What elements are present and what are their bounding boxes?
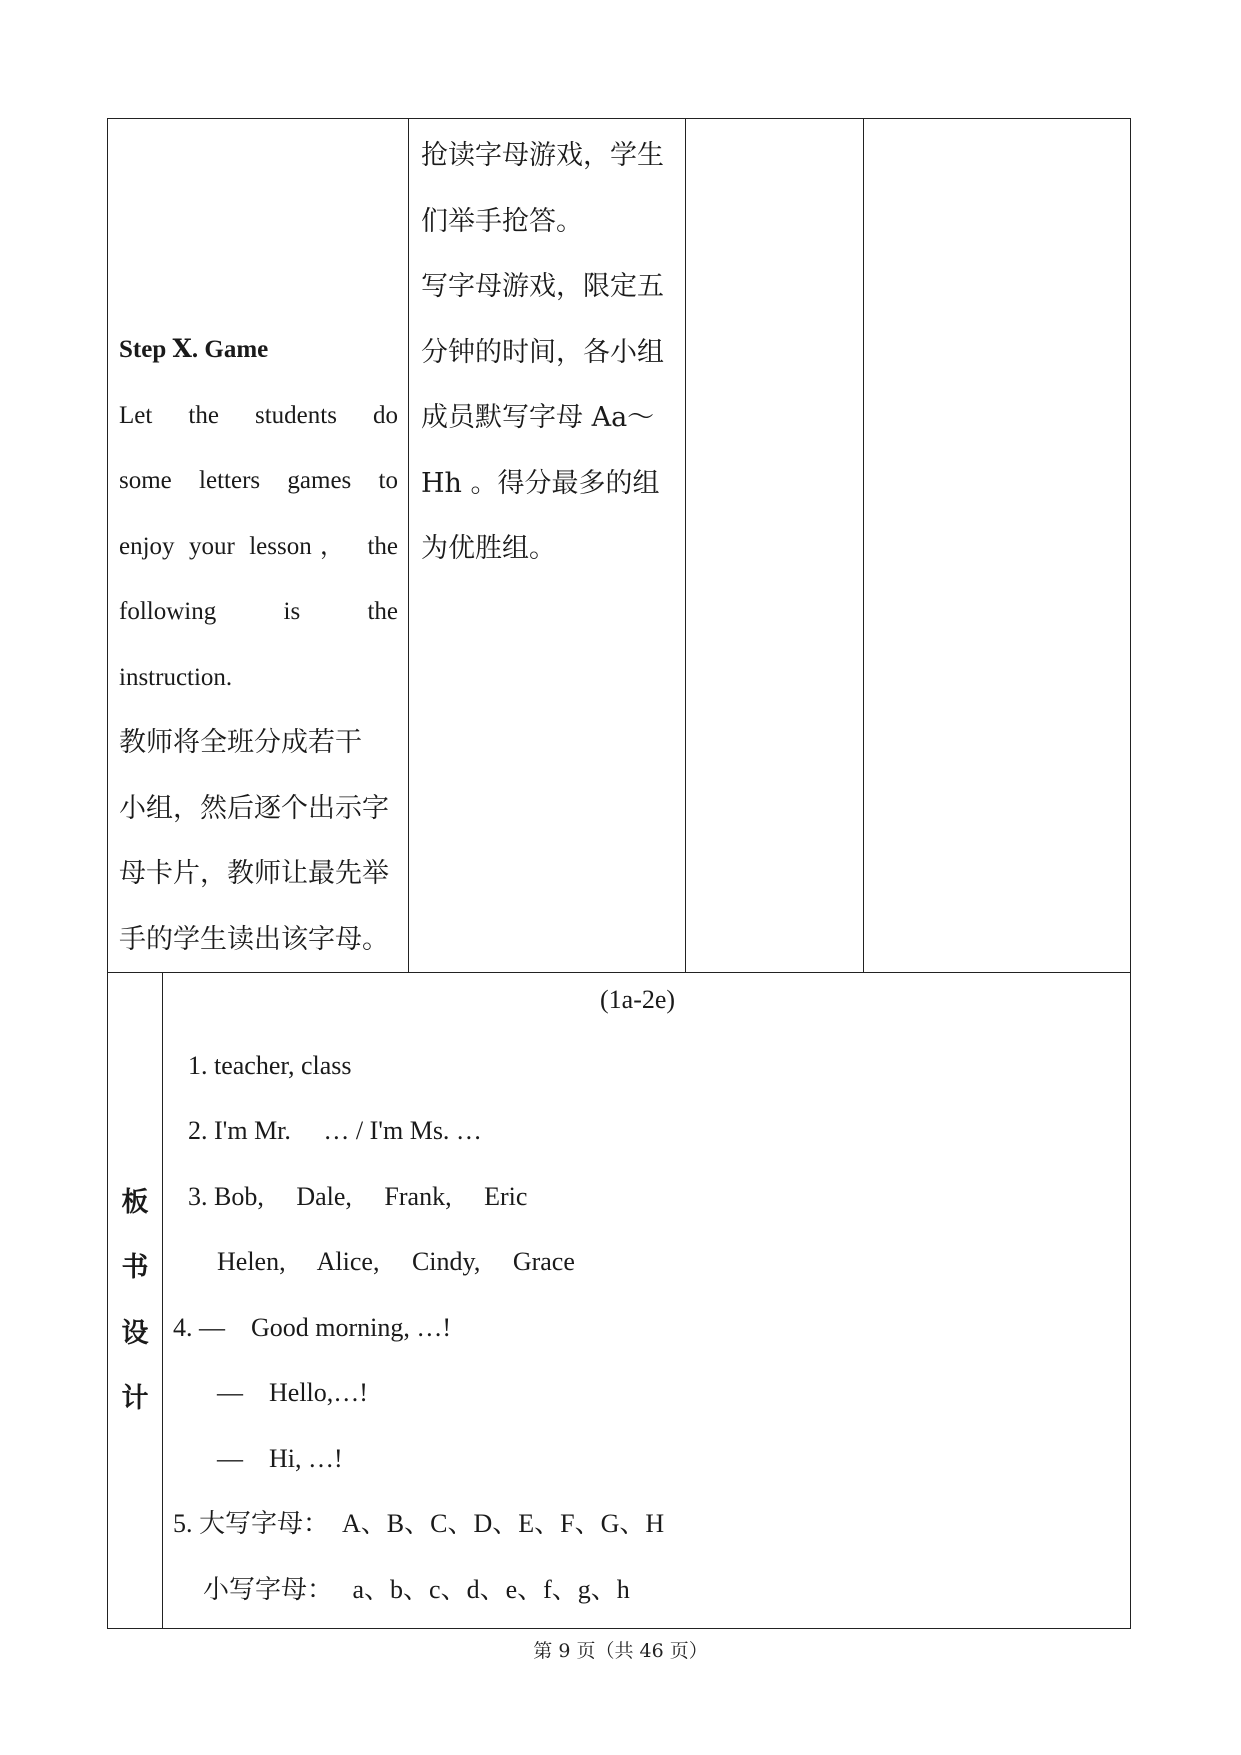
board-label-char: 设 [121, 1317, 149, 1349]
activity-line: 成员默写字母 Aa～ [421, 402, 655, 433]
step-english-line: some letters games to [119, 467, 398, 494]
step-english-line: instruction. [119, 663, 233, 691]
board-item: 2. I'm Mr. … / I'm Ms. … [188, 1116, 482, 1145]
board-item: Helen, Alice, Cindy, Grace [217, 1247, 575, 1276]
activity-line: 写字母游戏，限定五 [421, 271, 664, 302]
board-item: 3. Bob, Dale, Frank, Eric [188, 1182, 528, 1211]
student-activity-cell [409, 119, 686, 973]
empty-cell-notes [864, 119, 1131, 973]
step-chinese-text [119, 710, 398, 972]
lesson-plan-table [107, 118, 1131, 1629]
step-english-line: following is the [119, 598, 398, 625]
page-number: 第 9 页（共 46 页） [533, 1640, 708, 1662]
activity-line: Hh 。得分最多的组 [421, 467, 660, 499]
step-english-text [119, 383, 398, 711]
step-english-line: enjoy your lesson， the [119, 532, 398, 560]
board-design-content [163, 973, 1131, 1629]
board-item: 5. 大写字母： A、B、C、D、E、F、G、H [173, 1509, 665, 1538]
board-item: 小写字母： a、b、c、d、e、f、g、h [203, 1575, 630, 1604]
step-chinese-line: 小组，然后逐个出示字 [119, 792, 389, 824]
board-label-char: 计 [121, 1383, 149, 1414]
activity-line: 们举手抢答。 [421, 205, 583, 237]
step-chinese-line: 母卡片，教师让最先举 [119, 858, 389, 889]
step-row [108, 119, 1131, 973]
step-title: Step Ⅹ. Game [119, 336, 269, 363]
activity-line: 分钟的时间，各小组 [421, 336, 664, 368]
board-heading: (1a-2e) [600, 985, 676, 1014]
board-design-label [108, 973, 163, 1629]
step-chinese-line: 手的学生读出该字母。 [119, 923, 389, 955]
step-chinese-line: 教师将全班分成若干 [119, 727, 362, 758]
board-item: — Hello,…! [217, 1378, 368, 1407]
board-label-char: 板 [121, 1186, 149, 1218]
step-english-line: Let the students do [119, 401, 398, 429]
board-design-row [108, 973, 1131, 1629]
empty-cell-design-intent [686, 119, 864, 973]
board-item: — Hi, …! [217, 1444, 343, 1473]
board-item: 4. — Good morning, …! [173, 1313, 452, 1342]
board-item: 1. teacher, class [188, 1051, 352, 1080]
board-label-char: 书 [121, 1252, 149, 1283]
step-description-cell [108, 119, 409, 973]
activity-line: 抢读字母游戏，学生 [421, 140, 664, 171]
activity-line: 为优胜组。 [421, 533, 556, 564]
